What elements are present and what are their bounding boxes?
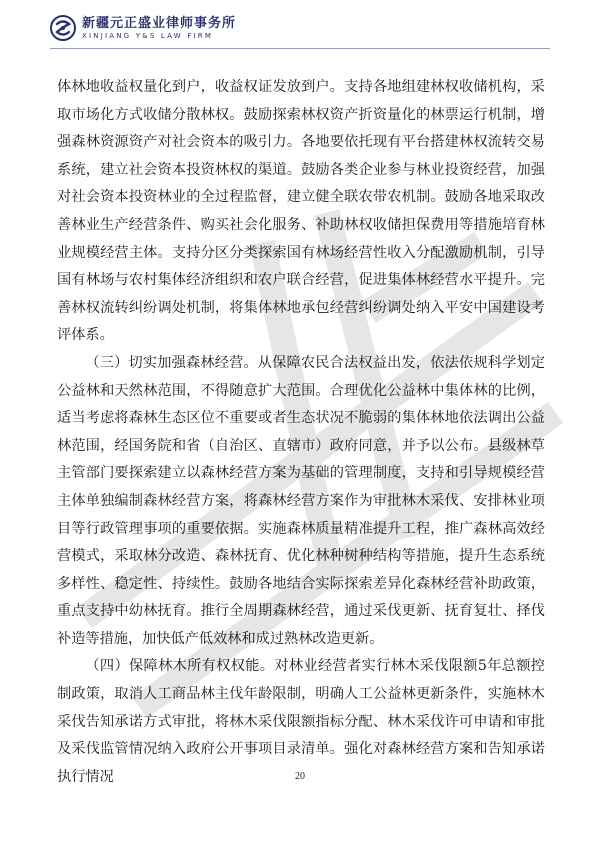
document-body xyxy=(57,74,545,791)
paragraph-2: （三）切实加强森林经营。从保障农民合法权益出发，依法依规科学划定公益林和天然林范围，不得随意扩大范围。合理优化公益林中集体林的比例，适当考虑将森林生态区位不重要或者生态状况不脆弱的集体林地依法调出公益林范围，经国务院和省（自治区、直辖市）政府同意，并予以公布。县级林草主管部门要探索建立以森林经营方案为基础的管理制度，支持和引导规模经营主体单独编制森林经营方案，将森林经营方案作为审批林木采伐、安排林业项目等行政管理事项的重要依据。实施森林质量精准提升工程，推广森林高效经营模式，采取林分改造、森林抚育、优化林种树种结构等措施，提升生态系统多样性、稳定性、持续性。鼓励各地结合实际探索差异化森林经营补助政策，重点支持中幼林抚育。推行全周期森林经营，通过采伐更新、抚育复壮、择伐补造等措施，加快低产低效林和成过熟林改造更新。 xyxy=(57,354,545,647)
paragraph-1: 体林地收益权量化到户，收益权证发放到户。支持各地组建林权收储机构，采取市场化方式收储分散林权。鼓励探索林权资产折资量化的林票运行机制，增强森林资源资产对社会资本的吸引力。各地要依托现有平台搭建林权流转交易系统，建立社会资本投资林权的渠道。鼓励各类企业参与林业投资经营，加强对社会资本投资林业的全过程监督，建立健全联农带农机制。鼓励各地采取改善林业生产经营条件、购买社会化服务、补助林权收储担保费用等措施培育林业规模经营主体。支持分区分类探索国有林场经营性收入分配激励机制，引导国有林场与农村集体经济组织和农户联合经营，促进集体林经营水平提升。完善林权流转纠纷调处机制，将集体林地承包经营纠纷调处纳入平安中国建设考评体系。 xyxy=(57,79,545,344)
firm-name-en: XINJIANG Y&S LAW FIRM xyxy=(82,31,214,40)
firm-logo-icon xyxy=(50,15,76,41)
paragraph-3: （四）保障林木所有权权能。对林业经营者实行林木采伐限额5年总额控制政策，取消人工商品林主伐年龄限制，明确人工公益林更新条件，实施林木采伐告知承诺方式审批，将林木采伐限额指标分配、林木采伐许可申请和审批及采伐监管情况纳入政府公开事项目录清单。强化对森林经营方案和告知承诺执行情况 xyxy=(57,658,545,785)
header-divider xyxy=(50,48,550,49)
letterhead xyxy=(50,8,236,48)
firm-name-cn: 新疆元正盛业律师事务所 xyxy=(82,15,237,31)
page-number: 20 xyxy=(295,771,305,782)
firm-name-block xyxy=(82,16,236,41)
